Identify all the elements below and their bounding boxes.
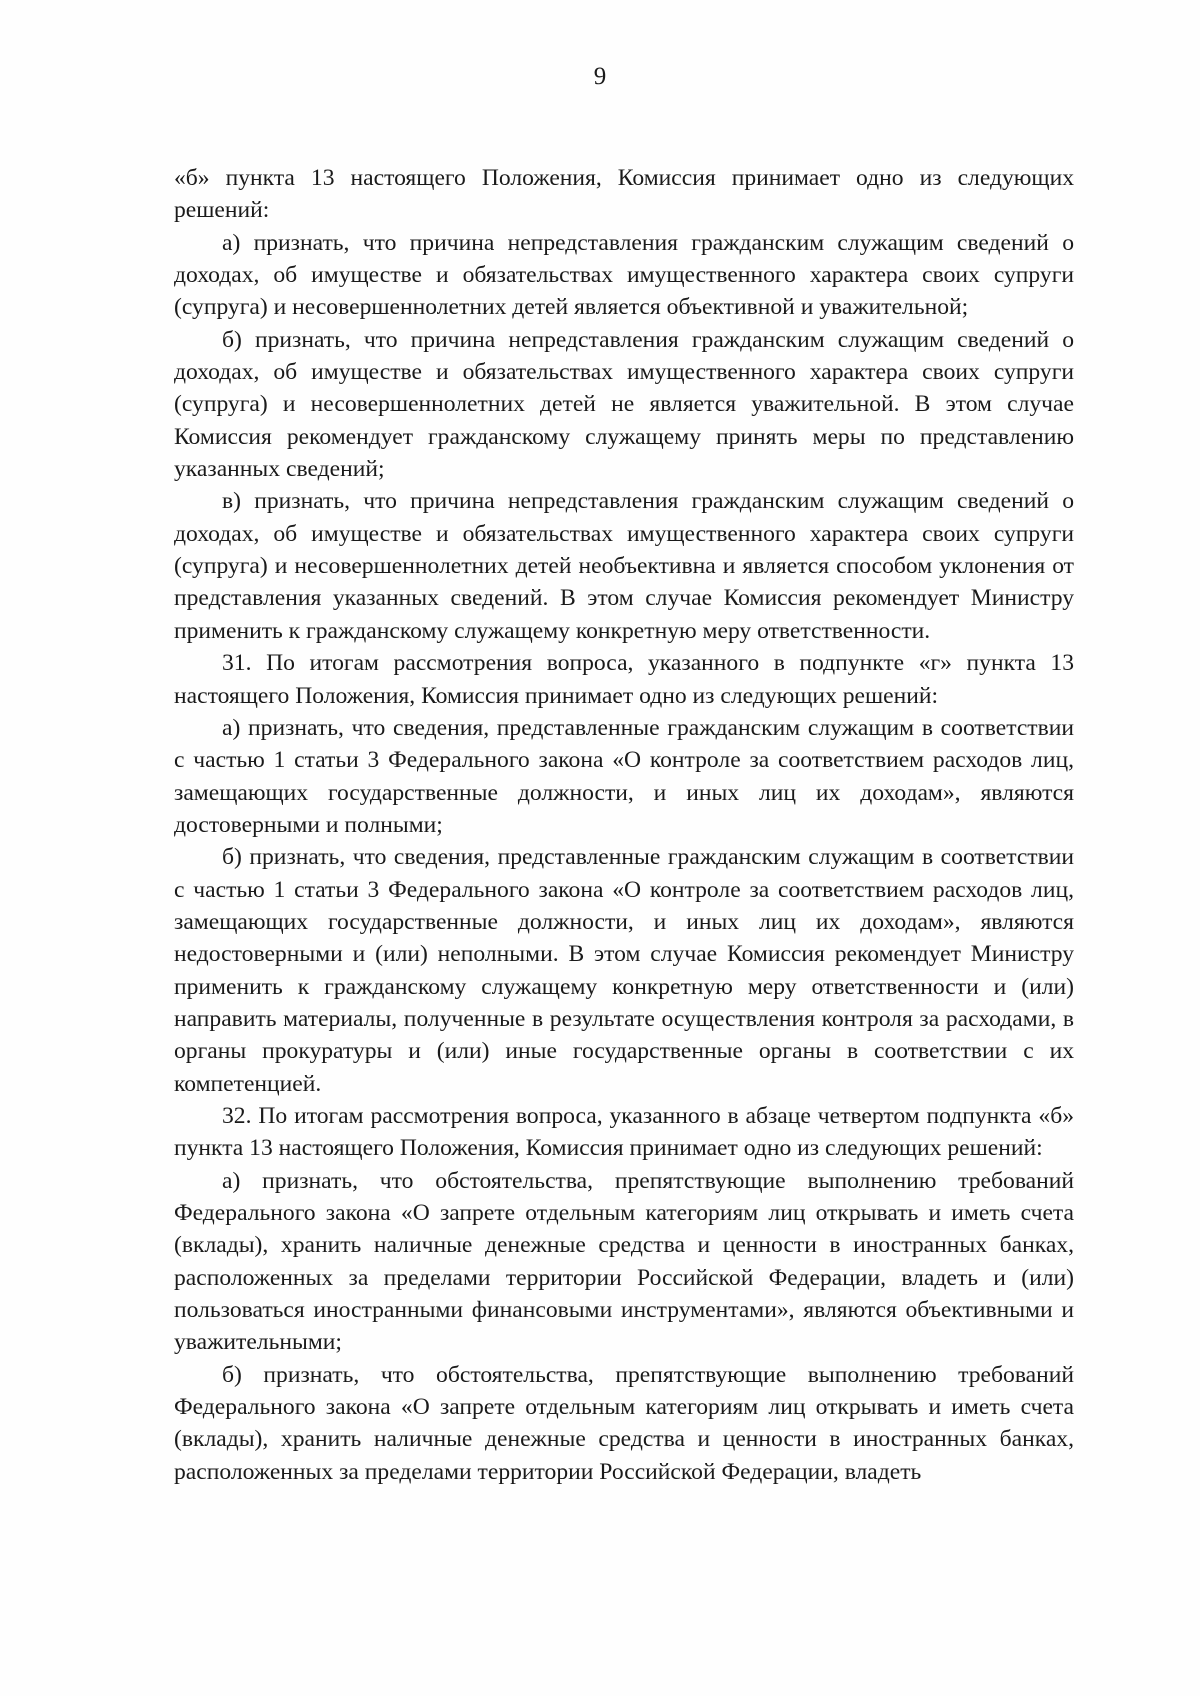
paragraph-31: 31. По итогам рассмотрения вопроса, указанного в подпункте «г» пункта 13 настоящего Положения, Комиссия принимает одно из следующих решений: xyxy=(174,650,1074,709)
paragraph-31b: б) признать, что сведения, представленные гражданским служащим в соответствии с частью 1 статьи 3 Федерального закона «О контроле за соответствием расходов лиц, замещающих государственные должности, и иных лиц их доходам», являются недостоверными и (или) неполными. В этом случае Комиссия рекомендует Министру применить к гражданскому служащему конкретную меру ответственности и (или) направить материалы, полученные в результате осуществления контроля за расходами, в органы прокуратуры и (или) иные государственные органы в соответствии с их компетенцией. xyxy=(174,844,1074,1097)
paragraph-30a: а) признать, что причина непредставления гражданским служащим сведений о доходах, об имуществе и обязательствах имущественного характера своих супруги (супруга) и несовершеннолетних детей является объективной и уважительной; xyxy=(174,229,1074,321)
paragraph-32a: а) признать, что обстоятельства, препятствующие выполнению требований Федерального закона «О запрете отдельным категориям лиц открывать и иметь счета (вклады), хранить наличные денежные средства и ценности в иностранных банках, расположенных за пределами территории Российской Федерации, владеть и (или) пользоваться иностранными финансовыми инструментами», являются объективными и уважительными; xyxy=(174,1167,1074,1356)
paragraph-32b: б) признать, что обстоятельства, препятствующие выполнению требований Федерального закона «О запрете отдельным категориям лиц открывать и иметь счета (вклады), хранить наличные денежные средства и ценности в иностранных банках, расположенных за пределами территории Российской Федерации, владеть xyxy=(174,1361,1074,1485)
page-number: 9 xyxy=(593,63,607,90)
paragraph-31a: а) признать, что сведения, представленные гражданским служащим в соответствии с частью 1 статьи 3 Федерального закона «О контроле за соответствием расходов лиц, замещающих государственные должности, и иных лиц их доходам», являются достоверными и полными; xyxy=(174,714,1074,838)
paragraph-30v: в) признать, что причина непредставления гражданским служащим сведений о доходах, об имуществе и обязательствах имущественного характера своих супруги (супруга) и несовершеннолетних детей необъективна и является способом уклонения от представления указанных сведений. В этом случае Комиссия рекомендует Министру применить к гражданскому служащему конкретную меру ответственности. xyxy=(174,488,1074,644)
paragraph-32: 32. По итогам рассмотрения вопроса, указанного в абзаце четвертом подпункта «б» пункта 13 настоящего Положения, Комиссия принимает одно из следующих решений: xyxy=(174,1102,1074,1162)
paragraph-30b: б) признать, что причина непредставления гражданским служащим сведений о доходах, об имуществе и обязательствах имущественного характера своих супруги (супруга) и несовершеннолетних детей не является уважительной. В этом случае Комиссия рекомендует гражданскому служащему принять меры по представлению указанных сведений; xyxy=(174,326,1074,483)
document-body xyxy=(174,162,1074,1488)
paragraph-continuation: «б» пункта 13 настоящего Положения, Комиссия принимает одно из следующих решений: xyxy=(174,165,1074,224)
